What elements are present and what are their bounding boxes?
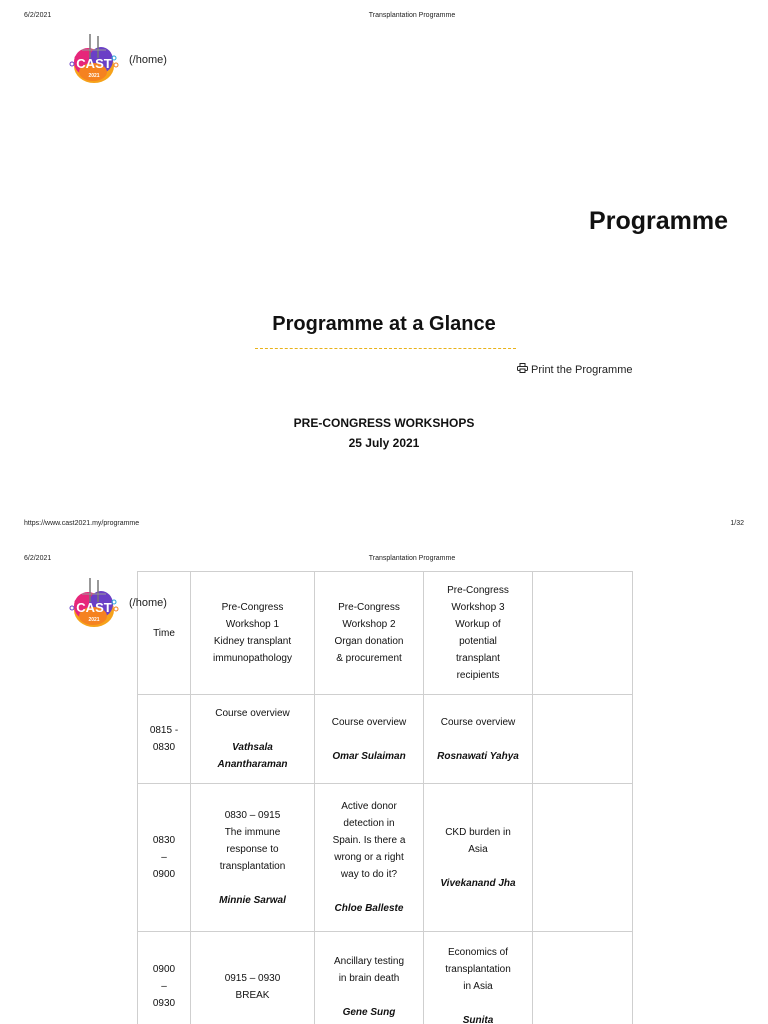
page-title: Programme: [589, 207, 728, 235]
title-divider: [255, 348, 516, 349]
cast-logo[interactable]: [68, 30, 120, 86]
cast-logo[interactable]: [68, 574, 120, 630]
table-row: [138, 932, 633, 1024]
row-workshop-2-cell: Active donor detection in Spain. Is there a wrong or a right way to do it? Chloe Balleste: [315, 784, 424, 932]
print-header-date: 6/2/2021: [24, 555, 52, 562]
row-time: 0900 – 0930: [138, 932, 191, 1024]
row-time: 0815 - 0830: [138, 695, 191, 784]
programme-table: [137, 571, 633, 1024]
print-header-date: 6/2/2021: [24, 12, 52, 19]
header-workshop-1: Pre-Congress Workshop 1 Kidney transplant immunopathology: [191, 572, 315, 695]
printer-icon: [517, 363, 528, 376]
row-empty-cell: [533, 932, 633, 1024]
header-workshop-3: Pre-Congress Workshop 3 Workup of potential transplant recipients: [424, 572, 533, 695]
row-empty-cell: [533, 695, 633, 784]
header-time: Time: [138, 572, 191, 695]
section-title: Programme at a Glance: [272, 313, 496, 335]
table-header-row: [138, 572, 633, 695]
logo-text: CAST: [76, 600, 112, 615]
row-workshop-1-cell: 0830 – 0915 The immune response to transplantation Minnie Sarwal: [191, 784, 315, 932]
header-workshop-2: Pre-Congress Workshop 2 Organ donation & procurement: [315, 572, 424, 695]
row-workshop-1-cell: 0915 – 0930 BREAK: [191, 932, 315, 1024]
workshops-heading: PRE-CONGRESS WORKSHOPS: [293, 416, 475, 430]
logo-year: 2021: [88, 617, 100, 623]
home-link[interactable]: (/home): [129, 597, 167, 609]
row-workshop-2-cell: Course overview Omar Sulaiman: [315, 695, 424, 784]
row-workshop-1-cell: Course overview Vathsala Anantharaman: [191, 695, 315, 784]
workshops-date: 25 July 2021: [348, 436, 420, 450]
row-workshop-2-cell: Ancillary testing in brain death Gene Sung: [315, 932, 424, 1024]
logo-year: 2021: [88, 73, 100, 79]
row-workshop-3-cell: Course overview Rosnawati Yahya: [424, 695, 533, 784]
table-row: [138, 784, 633, 932]
row-workshop-3-cell: Economics of transplantation in Asia Sunita: [424, 932, 533, 1024]
footer-url: https://www.cast2021.my/programme: [24, 520, 140, 527]
print-header-title: Transplantation Programme: [368, 12, 456, 19]
row-time: 0830 – 0900: [138, 784, 191, 932]
row-workshop-3-cell: CKD burden in Asia Vivekanand Jha: [424, 784, 533, 932]
print-header-title: Transplantation Programme: [368, 555, 456, 562]
logo-text: CAST: [76, 56, 112, 71]
print-programme-link[interactable]: [517, 363, 632, 376]
header-empty: [533, 572, 633, 695]
footer-page-number: 1/32: [730, 520, 744, 527]
table-row: [138, 695, 633, 784]
home-link[interactable]: (/home): [129, 54, 167, 66]
print-label: Print the Programme: [531, 363, 633, 376]
row-empty-cell: [533, 784, 633, 932]
